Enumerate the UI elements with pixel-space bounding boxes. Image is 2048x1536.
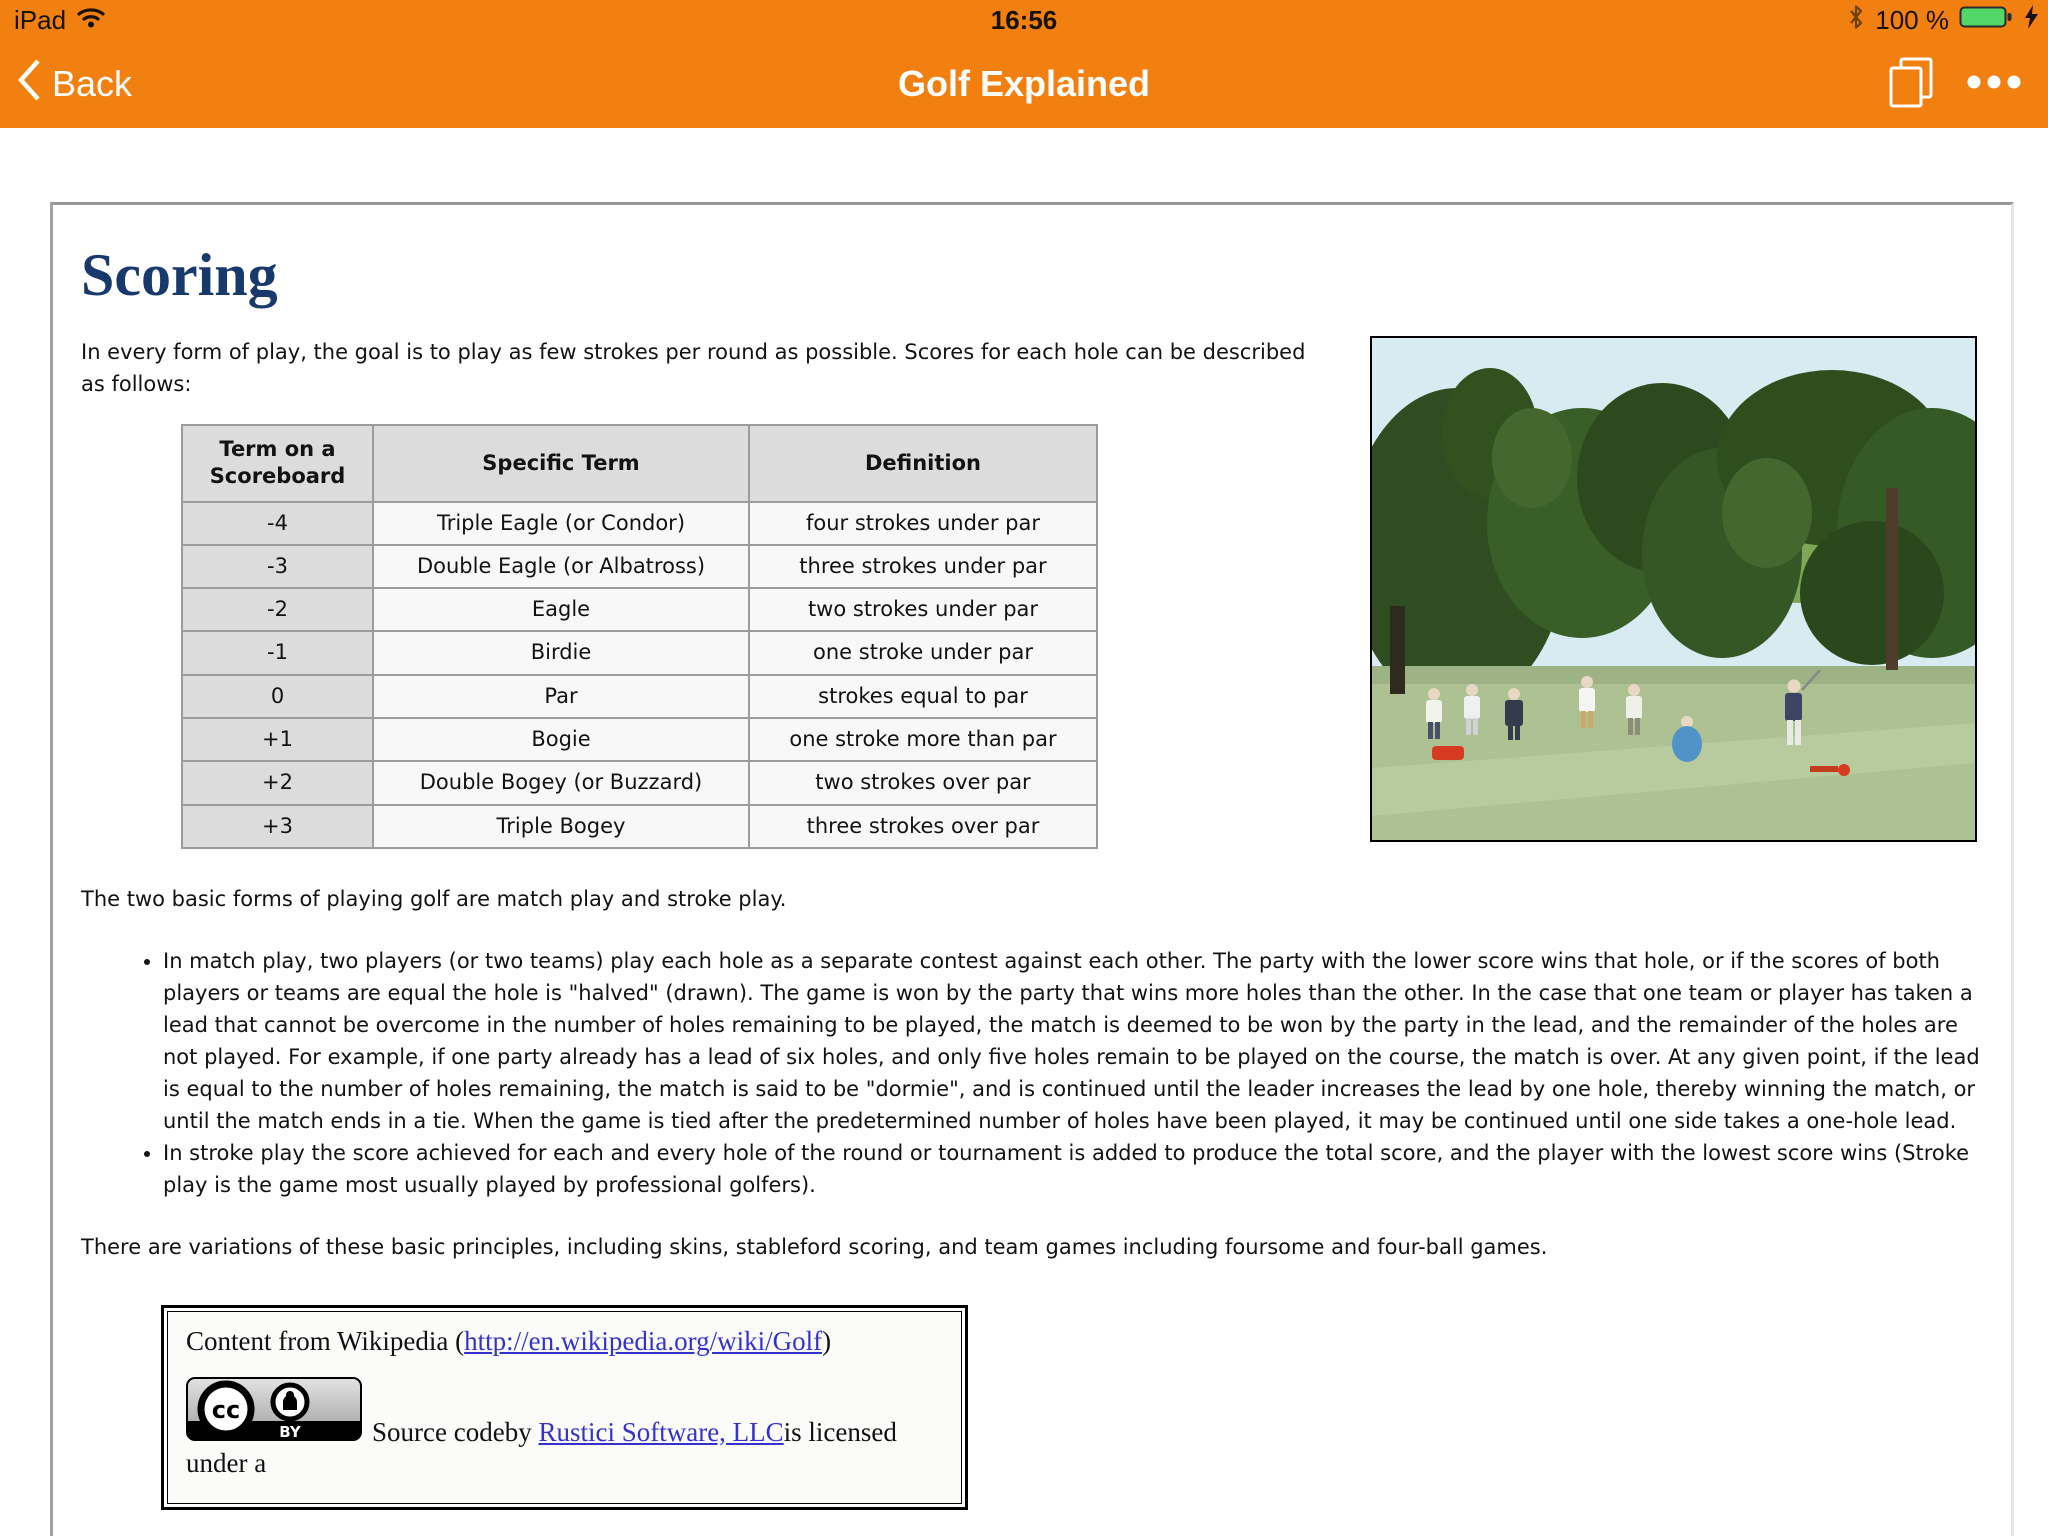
forms-paragraph: The two basic forms of playing golf are match play and stroke play. — [81, 886, 787, 911]
cell-score: -4 — [182, 502, 373, 545]
clock: 16:56 — [990, 4, 1058, 35]
table-row — [182, 545, 1097, 588]
cell-score: +2 — [182, 761, 373, 804]
list-item-stroke-play: • In stroke play the score achieved for each and every hole of the round or tournament is added to produce the total score, and the player with the lowest score wins (Stroke play is the game most usually played by professional golfers). — [163, 1137, 1981, 1201]
content-panel — [50, 202, 2014, 1536]
attribution-text: Content from Wikipedia ( — [186, 1325, 465, 1356]
table-row — [182, 588, 1097, 631]
table-row — [182, 805, 1097, 848]
table-row — [182, 718, 1097, 761]
cell-term: Par — [373, 675, 749, 718]
table-row — [182, 761, 1097, 804]
cell-score: +1 — [182, 718, 373, 761]
cell-definition: three strokes over par — [749, 805, 1097, 848]
cell-term: Double Bogey (or Buzzard) — [373, 761, 749, 804]
license-line — [186, 1377, 943, 1479]
variations-paragraph: There are variations of these basic principles, including skins, stableford scoring, and team games including foursome and four-ball games. — [81, 1234, 1548, 1259]
license-text: is licensed under a — [186, 1416, 897, 1478]
column-header: Term on a Scoreboard — [182, 425, 373, 502]
attribution-box — [161, 1305, 968, 1510]
cell-definition: three strokes under par — [749, 545, 1097, 588]
golfers-on-course-photo — [1370, 336, 1977, 842]
cell-score: +3 — [182, 805, 373, 848]
table-header-row — [182, 425, 1097, 502]
cell-term: Double Eagle (or Albatross) — [373, 545, 749, 588]
cell-score: -3 — [182, 545, 373, 588]
section-heading: Scoring — [81, 242, 278, 308]
status-bar — [0, 0, 2048, 40]
battery-percent-label: 100 % — [1875, 4, 1949, 35]
cell-definition: one stroke under par — [749, 631, 1097, 674]
cell-term: Bogie — [373, 718, 749, 761]
wikipedia-link[interactable]: http://en.wikipedia.org/wiki/Golf — [464, 1325, 823, 1356]
ellipsis-icon[interactable] — [1966, 74, 2022, 95]
cell-term: Triple Bogey — [373, 805, 749, 848]
intro-paragraph: In every form of play, the goal is to play as few strokes per round as possible. Scores for each hole can be described as follows: — [81, 340, 1306, 396]
device-label: iPad — [14, 4, 67, 35]
nav-bar — [0, 40, 2048, 128]
badge-by-label: BY — [279, 1422, 301, 1441]
wikipedia-attribution-line — [186, 1326, 943, 1357]
attribution-text: ) — [822, 1325, 832, 1356]
creative-commons-by-badge — [186, 1377, 362, 1448]
cell-score: 0 — [182, 675, 373, 718]
cell-score: -2 — [182, 588, 373, 631]
list-item-match-play: • In match play, two players (or two teams) play each hole as a separate contest against each other. The party with the lower score wins that hole, or if the scores of both players or teams are equal the hole is "halved" (drawn). The game is won by the party that wins more holes than the other. In the case that one team or player has taken a lead that cannot be overcome in the number of holes remaining to be played, the match is deemed to be won by the party in the lead, and the remainder of the holes are not played. For example, if one party already has a lead of six holes, and only five holes remain to be played on the course, the match is over. At any given point, if the lead is equal to the number of holes remaining, the match is said to be "dormie", and is continued until the leader increases the lead by one hole, thereby winning the match, or until the match ends in a tie. When the game is tied after the predetermined number of holes have been played, it may be continued until one side takes a one-hole lead. — [163, 945, 1981, 1137]
scoring-table — [181, 424, 1098, 849]
cell-definition: one stroke more than par — [749, 718, 1097, 761]
cell-definition: two strokes under par — [749, 588, 1097, 631]
cell-score: -1 — [182, 631, 373, 674]
cell-term: Birdie — [373, 631, 749, 674]
table-row — [182, 631, 1097, 674]
play-types-list — [81, 945, 1981, 1201]
table-row — [182, 675, 1097, 718]
column-header: Specific Term — [373, 425, 749, 502]
svg-text:cc: cc — [211, 1395, 241, 1424]
cell-definition: two strokes over par — [749, 761, 1097, 804]
column-header: Definition — [749, 425, 1097, 502]
page-title: Golf Explained — [897, 63, 1151, 104]
overlapping-pages-icon[interactable] — [1884, 54, 1938, 115]
cell-definition: four strokes under par — [749, 502, 1097, 545]
cell-term: Eagle — [373, 588, 749, 631]
table-row — [182, 502, 1097, 545]
rustici-software-link[interactable]: Rustici Software, LLC — [538, 1416, 784, 1447]
cell-term: Triple Eagle (or Condor) — [373, 502, 749, 545]
cell-definition: strokes equal to par — [749, 675, 1097, 718]
back-label: Back — [52, 63, 133, 104]
license-text: Source codeby — [372, 1416, 539, 1447]
